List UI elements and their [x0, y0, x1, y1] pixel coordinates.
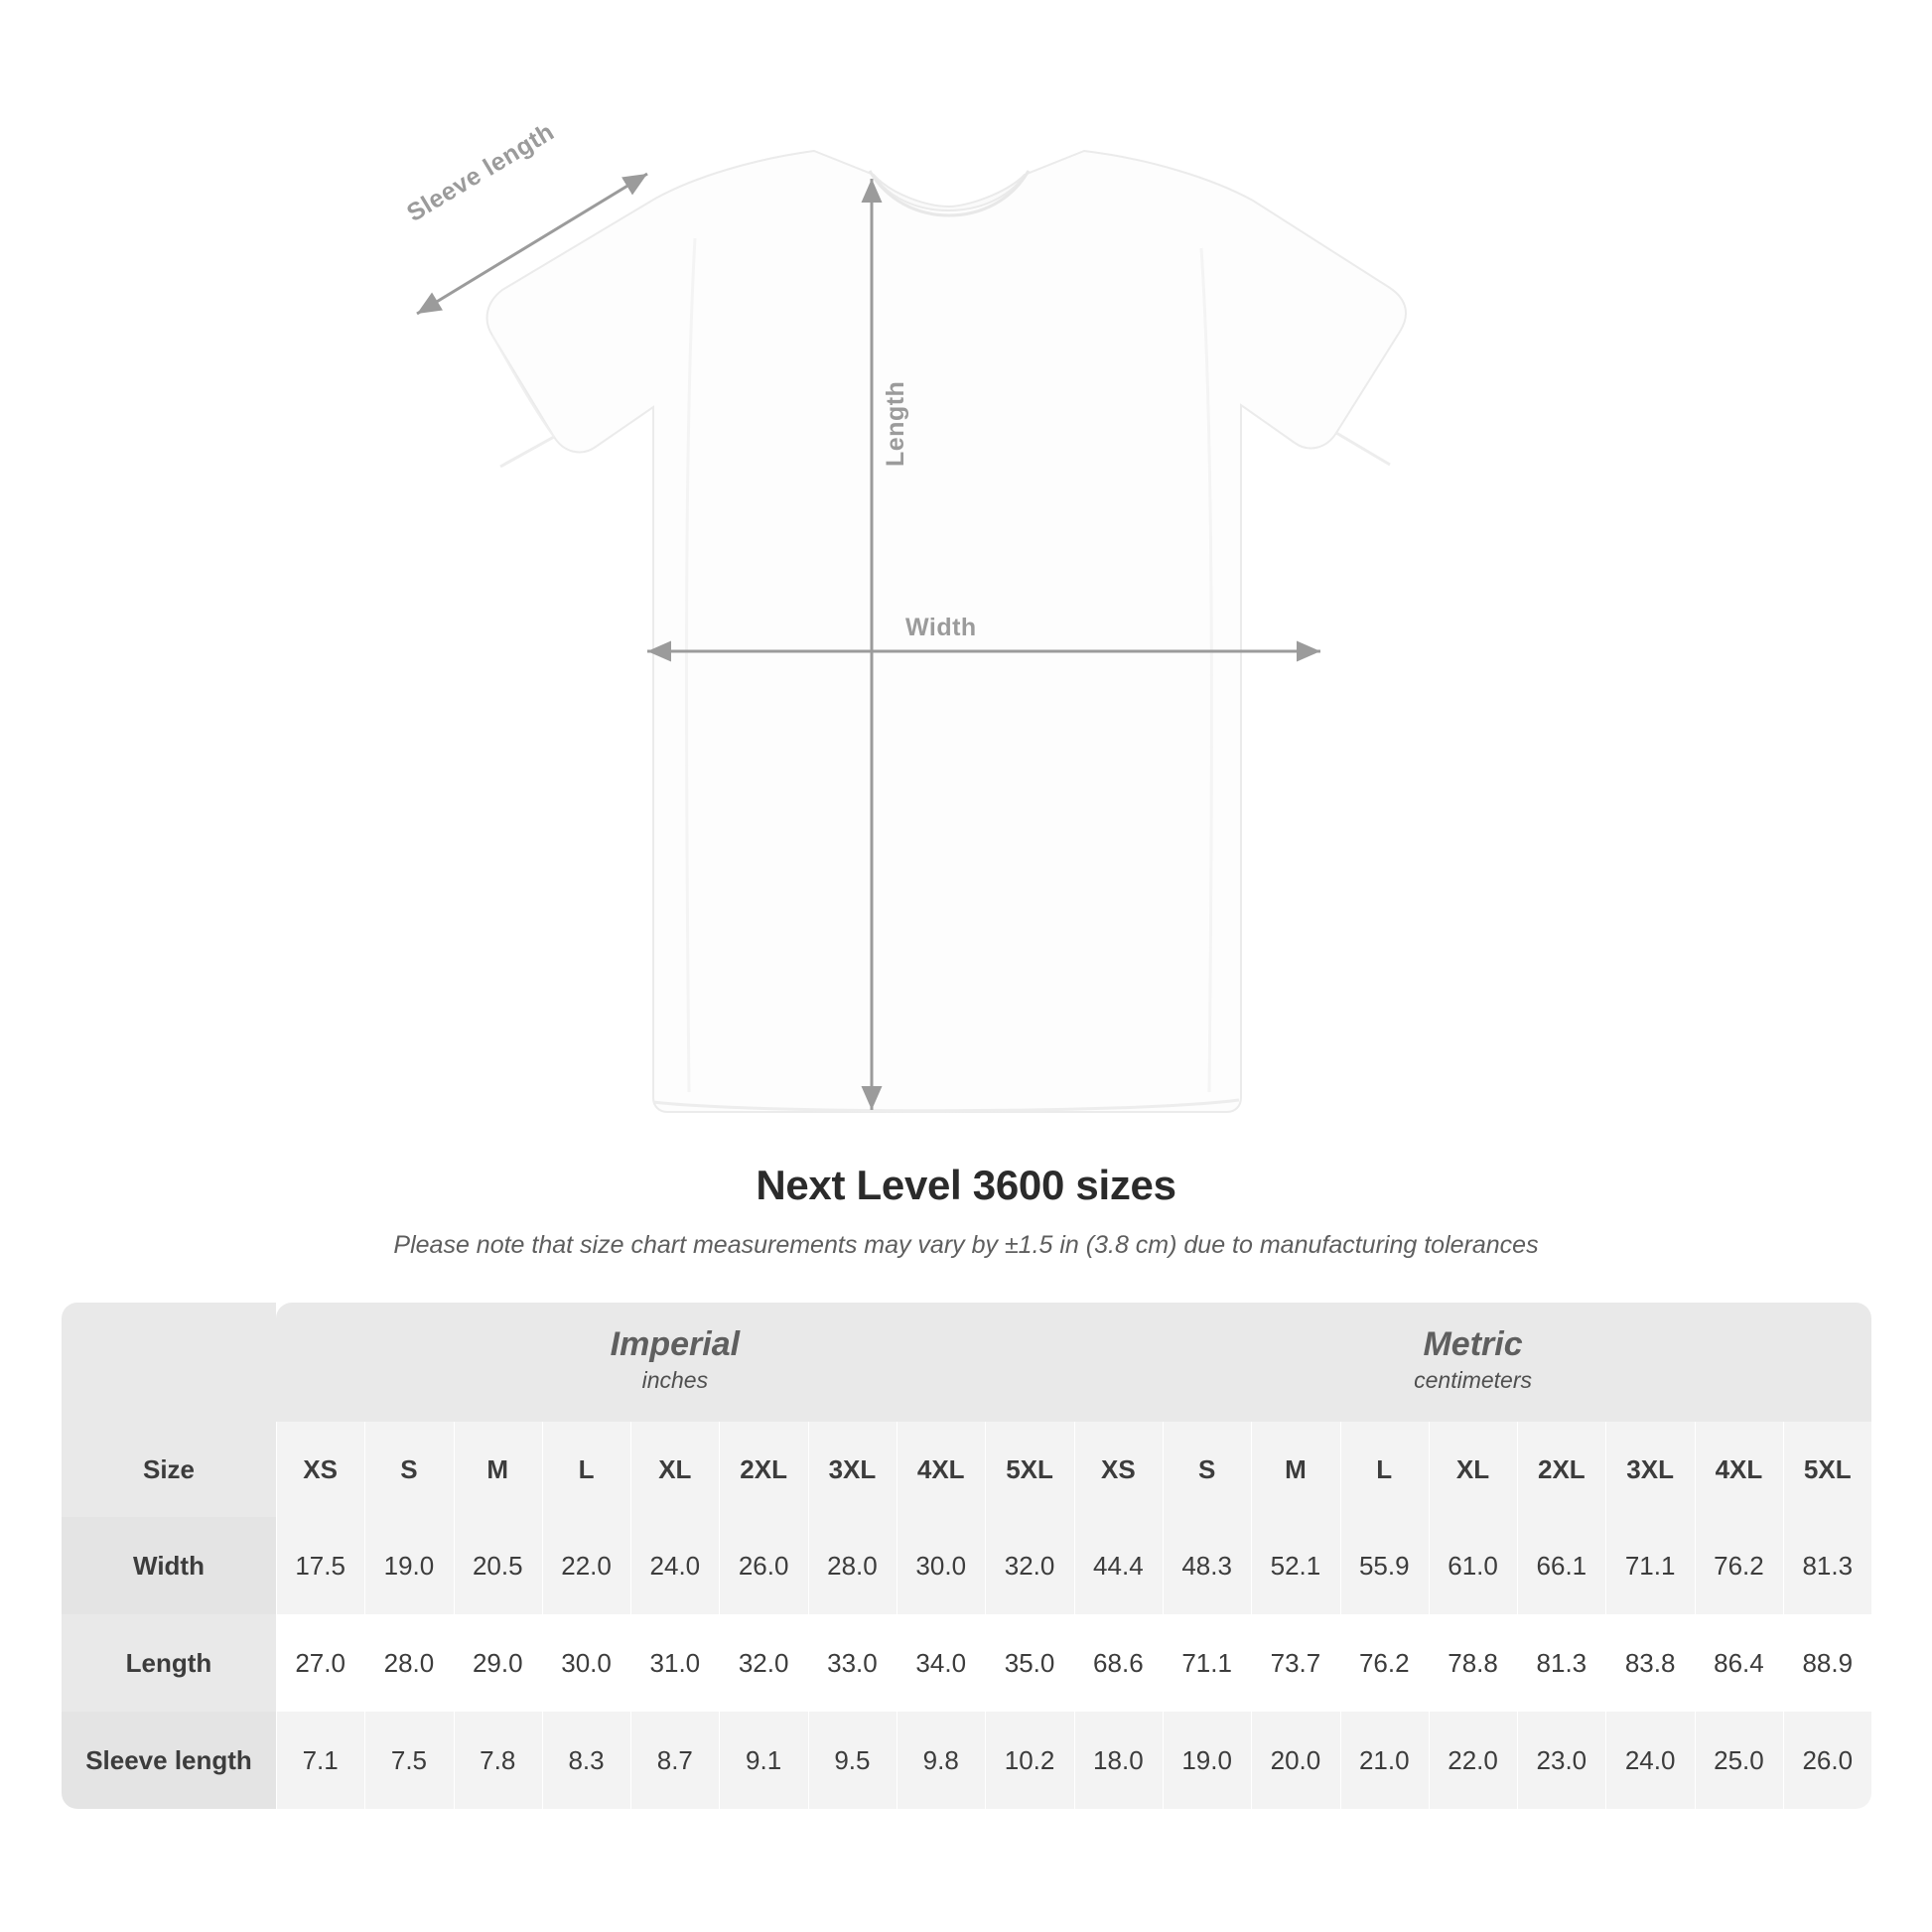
cell-width-imperial-m: 20.5 — [454, 1517, 542, 1614]
size-header-imperial-m: M — [454, 1422, 542, 1517]
cell-width-metric-m: 52.1 — [1251, 1517, 1339, 1614]
cell-length-metric-2xl: 81.3 — [1517, 1614, 1605, 1712]
sleeve-length-label: Sleeve length — [402, 117, 560, 228]
cell-width-imperial-3xl: 28.0 — [808, 1517, 897, 1614]
size-header-metric-l: L — [1340, 1422, 1429, 1517]
cell-width-imperial-2xl: 26.0 — [719, 1517, 807, 1614]
cell-length-metric-xs: 68.6 — [1074, 1614, 1163, 1712]
cell-width-imperial-xl: 24.0 — [630, 1517, 719, 1614]
cell-sleeve-imperial-3xl: 9.5 — [808, 1712, 897, 1809]
unit-group-metric-name: Metric — [1423, 1325, 1523, 1364]
cell-length-imperial-l: 30.0 — [542, 1614, 630, 1712]
size-header-label: Size — [62, 1422, 276, 1517]
cell-sleeve-metric-2xl: 23.0 — [1517, 1712, 1605, 1809]
table-row — [62, 1712, 1871, 1809]
table-row — [62, 1614, 1871, 1712]
cell-sleeve-imperial-xl: 8.7 — [630, 1712, 719, 1809]
chart-heading — [0, 1162, 1932, 1260]
unit-group-metric — [1074, 1303, 1872, 1422]
cell-length-metric-m: 73.7 — [1251, 1614, 1339, 1712]
unit-header-row — [62, 1303, 1871, 1422]
cell-length-imperial-2xl: 32.0 — [719, 1614, 807, 1712]
cell-width-metric-s: 48.3 — [1163, 1517, 1251, 1614]
cell-length-metric-xl: 78.8 — [1429, 1614, 1517, 1712]
cell-sleeve-metric-3xl: 24.0 — [1605, 1712, 1694, 1809]
size-header-imperial-5xl: 5XL — [985, 1422, 1073, 1517]
size-header-metric-3xl: 3XL — [1605, 1422, 1694, 1517]
cell-length-metric-4xl: 86.4 — [1695, 1614, 1783, 1712]
cell-length-imperial-xs: 27.0 — [276, 1614, 364, 1712]
unit-group-metric-sub: centimeters — [1414, 1367, 1532, 1394]
table-row — [62, 1517, 1871, 1614]
size-header-metric-xs: XS — [1074, 1422, 1163, 1517]
row-label-length: Length — [62, 1614, 276, 1712]
cell-sleeve-metric-xl: 22.0 — [1429, 1712, 1517, 1809]
cell-width-imperial-5xl: 32.0 — [985, 1517, 1073, 1614]
unit-group-imperial — [276, 1303, 1074, 1422]
cell-length-imperial-xl: 31.0 — [630, 1614, 719, 1712]
cell-sleeve-imperial-s: 7.5 — [364, 1712, 453, 1809]
cell-length-metric-3xl: 83.8 — [1605, 1614, 1694, 1712]
cell-sleeve-imperial-xs: 7.1 — [276, 1712, 364, 1809]
size-header-imperial-xs: XS — [276, 1422, 364, 1517]
size-header-imperial-4xl: 4XL — [897, 1422, 985, 1517]
row-label-sleeve-length: Sleeve length — [62, 1712, 276, 1809]
cell-sleeve-metric-4xl: 25.0 — [1695, 1712, 1783, 1809]
cell-width-imperial-s: 19.0 — [364, 1517, 453, 1614]
cell-width-metric-xl: 61.0 — [1429, 1517, 1517, 1614]
cell-sleeve-imperial-2xl: 9.1 — [719, 1712, 807, 1809]
length-label: Length — [882, 380, 909, 467]
row-label-width: Width — [62, 1517, 276, 1614]
tolerance-note: Please note that size chart measurements may vary by ±1.5 in (3.8 cm) due to manufacturing tolerances — [393, 1231, 1539, 1259]
size-header-metric-5xl: 5XL — [1783, 1422, 1871, 1517]
cell-width-metric-l: 55.9 — [1340, 1517, 1429, 1614]
cell-sleeve-imperial-5xl: 10.2 — [985, 1712, 1073, 1809]
cell-sleeve-imperial-4xl: 9.8 — [897, 1712, 985, 1809]
cell-length-metric-5xl: 88.9 — [1783, 1614, 1871, 1712]
size-header-imperial-l: L — [542, 1422, 630, 1517]
cell-sleeve-metric-s: 19.0 — [1163, 1712, 1251, 1809]
cell-length-imperial-5xl: 35.0 — [985, 1614, 1073, 1712]
size-header-metric-m: M — [1251, 1422, 1339, 1517]
size-chart-table-container — [62, 1303, 1871, 1809]
cell-width-metric-2xl: 66.1 — [1517, 1517, 1605, 1614]
cell-length-imperial-s: 28.0 — [364, 1614, 453, 1712]
cell-length-imperial-3xl: 33.0 — [808, 1614, 897, 1712]
unit-group-imperial-name: Imperial — [610, 1325, 741, 1364]
cell-length-metric-s: 71.1 — [1163, 1614, 1251, 1712]
cell-width-imperial-xs: 17.5 — [276, 1517, 364, 1614]
size-header-imperial-s: S — [364, 1422, 453, 1517]
cell-sleeve-metric-l: 21.0 — [1340, 1712, 1429, 1809]
cell-width-metric-4xl: 76.2 — [1695, 1517, 1783, 1614]
cell-sleeve-metric-xs: 18.0 — [1074, 1712, 1163, 1809]
unit-group-imperial-sub: inches — [641, 1367, 709, 1394]
size-header-metric-xl: XL — [1429, 1422, 1517, 1517]
size-header-imperial-2xl: 2XL — [719, 1422, 807, 1517]
cell-length-imperial-m: 29.0 — [454, 1614, 542, 1712]
size-header-metric-2xl: 2XL — [1517, 1422, 1605, 1517]
cell-sleeve-metric-m: 20.0 — [1251, 1712, 1339, 1809]
cell-width-metric-3xl: 71.1 — [1605, 1517, 1694, 1614]
table-corner — [62, 1303, 276, 1422]
cell-length-metric-l: 76.2 — [1340, 1614, 1429, 1712]
cell-width-imperial-l: 22.0 — [542, 1517, 630, 1614]
cell-length-imperial-4xl: 34.0 — [897, 1614, 985, 1712]
cell-width-metric-xs: 44.4 — [1074, 1517, 1163, 1614]
cell-width-imperial-4xl: 30.0 — [897, 1517, 985, 1614]
size-header-row — [62, 1422, 1871, 1517]
cell-sleeve-imperial-l: 8.3 — [542, 1712, 630, 1809]
size-header-metric-s: S — [1163, 1422, 1251, 1517]
cell-sleeve-imperial-m: 7.8 — [454, 1712, 542, 1809]
width-label: Width — [905, 614, 977, 641]
size-header-imperial-3xl: 3XL — [808, 1422, 897, 1517]
page-title: Next Level 3600 sizes — [756, 1162, 1176, 1208]
cell-sleeve-metric-5xl: 26.0 — [1783, 1712, 1871, 1809]
cell-width-metric-5xl: 81.3 — [1783, 1517, 1871, 1614]
size-header-imperial-xl: XL — [630, 1422, 719, 1517]
size-header-metric-4xl: 4XL — [1695, 1422, 1783, 1517]
size-chart-table — [62, 1303, 1871, 1809]
